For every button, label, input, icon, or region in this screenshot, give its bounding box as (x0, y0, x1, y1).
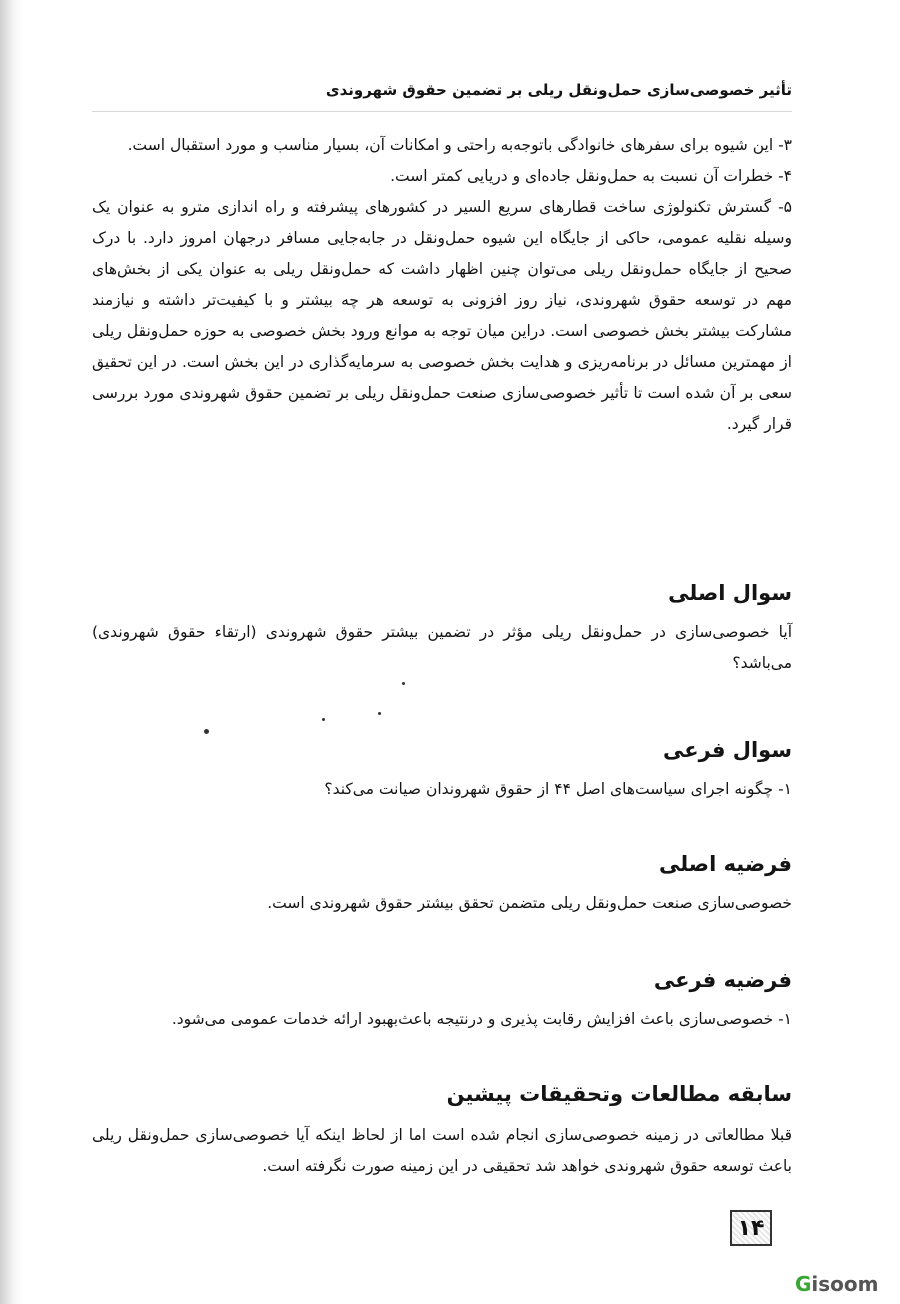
logo-initial: G (795, 1272, 812, 1296)
scan-edge-shadow (0, 0, 22, 1304)
sub-question-text: ۱- چگونه اجرای سیاست‌های اصل ۴۴ از حقوق شهروندان صیانت می‌کند؟ (324, 780, 792, 798)
section-heading-main-question: سوال اصلی (668, 581, 792, 605)
running-header: تأثیر خصوصی‌سازی حمل‌ونقل ریلی بر تضمین حقوق شهروندی (325, 81, 792, 99)
page-number: ۱۴ (730, 1210, 772, 1246)
list-item: ۵- گسترش تکنولوژی ساخت قطارهای سریع السیر در کشورهای پیشرفته و راه اندازی مترو به عنوان یک وسیله نقلیه عمومی، حاکی از جایگاه این شیوه حمل‌ونقل در جابه‌جایی مسافر درجهان امروز دارد. با درک صحیح از جایگاه حمل‌ونقل ریلی می‌توان چنین اظهار داشت که حمل‌ونقل ریلی به عنوان یکی از بخش‌های مهم در توسعه حقوق شهروندی، نیاز روز افزونی به توسعه هر چه بیشتر و با کیفیت‌تر داشته و نیازمند مشارکت بیشتر بخش خصوصی است. دراین میان توجه به موانع ورود بخش خصوصی به حوزه حمل‌ونقل ریلی از مهمترین مسائل در برنامه‌ریزی و هدایت بخش خصوصی به سرمایه‌گذاری در این بخش است. در این تحقیق سعی بر آن شده است تا تأثیر خصوصی‌سازی صنعت حمل‌ونقل ریلی بر تضمین حقوق شهروندی مورد بررسی قرار گیرد. (92, 198, 792, 433)
list-item: ۳- این شیوه برای سفرهای خانوادگی باتوجه‌به راحتی و امکانات آن، بسیار مناسب و مورد استقبال است. (127, 136, 792, 154)
gisoom-logo (795, 1272, 879, 1296)
list-item: ۴- خطرات آن نسبت به حمل‌ونقل جاده‌ای و دریایی کمتر است. (390, 167, 792, 185)
section-heading-main-hypothesis: فرضیه اصلی (658, 852, 792, 876)
section-heading-sub-question: سوال فرعی (663, 738, 792, 762)
intro-list (92, 130, 792, 440)
literature-text: قبلا مطالعاتی در زمینه خصوصی‌سازی انجام شده است اما از لحاظ اینکه آیا خصوصی‌سازی حمل‌ونقل ریلی باعث توسعه حقوق شهروندی خواهد شد تحقیقی در این زمینه صورت نگرفته است. (92, 1126, 792, 1175)
scan-speck (402, 682, 405, 685)
section-heading-sub-hypothesis: فرضیه فرعی (653, 968, 792, 992)
logo-rest: isoom (811, 1272, 879, 1296)
main-question-text: آیا خصوصی‌سازی در حمل‌ونقل ریلی مؤثر در تضمین بیشتر حقوق شهروندی (ارتقاء حقوق شهروندی) می‌باشد؟ (92, 623, 792, 672)
scan-speck (322, 718, 325, 721)
section-heading-literature: سابقه مطالعات وتحقیقات پیشین (446, 1082, 792, 1106)
scan-speck (378, 712, 381, 715)
main-hypothesis-text: خصوصی‌سازی صنعت حمل‌ونقل ریلی متضمن تحقق بیشتر حقوق شهروندی است. (267, 894, 792, 912)
watermark: ​ (129, 267, 191, 381)
header-rule (92, 111, 792, 112)
sub-hypothesis-text: ۱- خصوصی‌سازی باعث افزایش رقابت پذیری و درنتیجه باعث‌بهبود ارائه خدمات عمومی می‌شود. (171, 1010, 792, 1028)
